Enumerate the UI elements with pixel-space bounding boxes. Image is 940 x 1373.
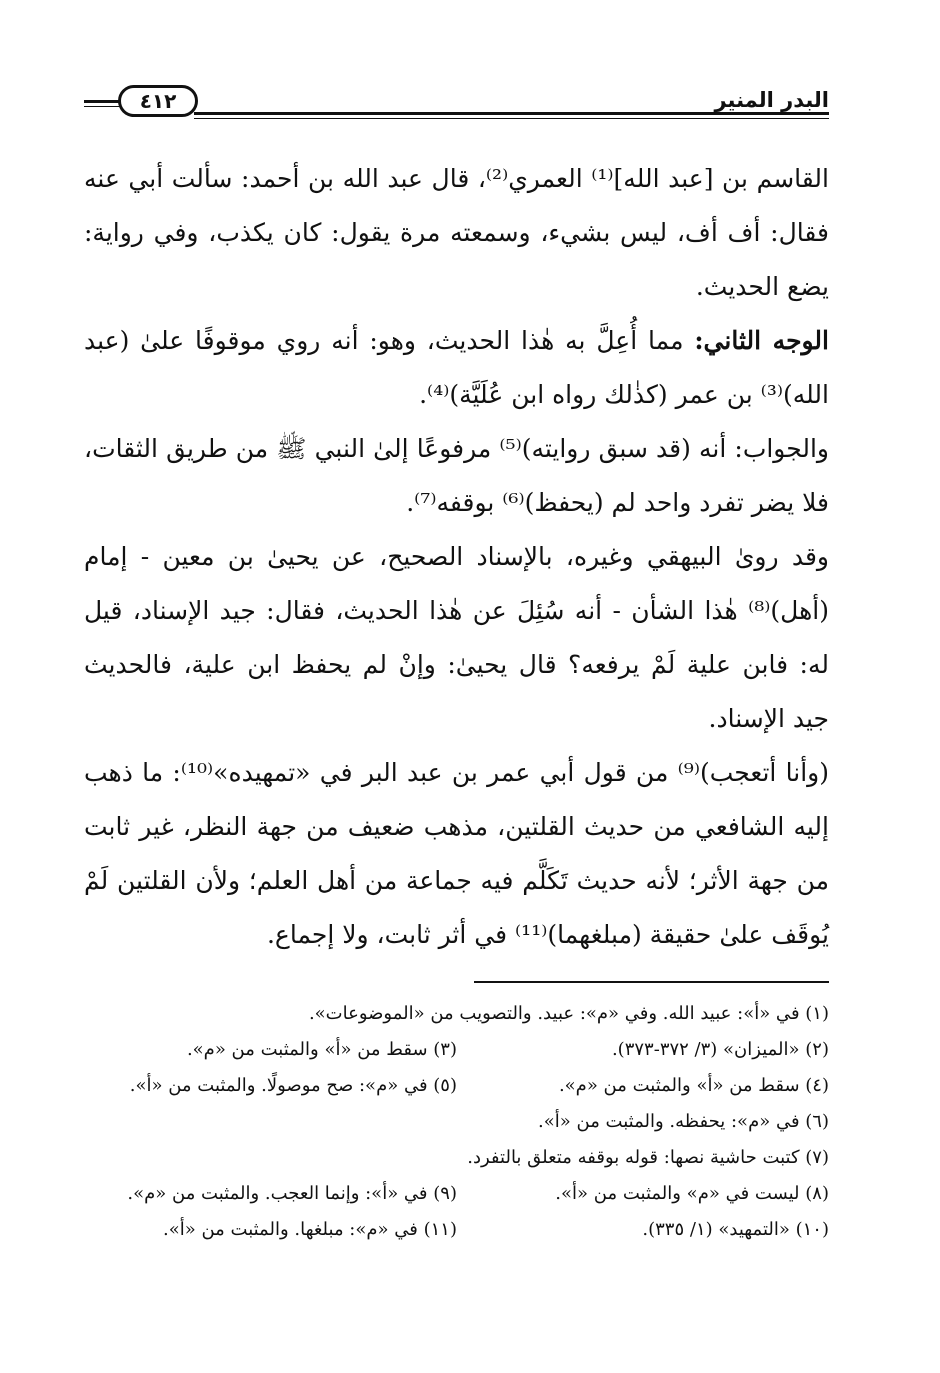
footnote-row (84, 1068, 829, 1104)
footnote-4: (٤) سقط من «أ» والمثبت من «م». (558, 1075, 829, 1096)
footnote-row (84, 1032, 829, 1068)
page-number: ٤١٢ (118, 85, 198, 117)
footnote-1: (١) في «أ»: عبيد الله. وفي «م»: عبيد. والتصويب من «الموضوعات». (308, 1003, 829, 1024)
footnote-3: (٣) سقط من «أ» والمثبت من «م». (186, 1039, 457, 1060)
paragraph-2-text: مما أُعِلَّ به هٰذا الحديث، وهو: أنه روي موقوفًا علىٰ (عبد الله)⁽³⁾ بن عمر (كذٰلك رواه ابن عُلَيَّة)⁽⁴⁾. (84, 326, 829, 409)
header-rule-left (84, 100, 120, 103)
paragraph-2 (84, 314, 829, 422)
paragraph-5: (وأنا أتعجب)⁽⁹⁾ من قول أبي عمر بن عبد البر في «تمهيده»⁽¹⁰⁾: ما ذهب إليه الشافعي من حديث القلتين، مذهب ضعيف من جهة النظر، غير ثابت من جهة الأثر؛ لأنه حديث تَكَلَّم فيه جماعة من أهل العلم؛ ولأن القلتين لَمْ يُوقَف علىٰ حقيقة (مبلغهما)⁽¹¹⁾ في أثر ثابت، ولا إجماع. (84, 758, 829, 949)
footnote-5: (٥) في «م»: صح موصولًا. والمثبت من «أ». (129, 1075, 457, 1096)
footnote-11: (١١) في «م»: مبلغها. والمثبت من «أ». (162, 1219, 457, 1240)
section-heading: الوجه الثاني: (694, 326, 829, 355)
main-text (84, 152, 829, 962)
footnote-2: (٢) «الميزان» (٣/ ٣٧٢-٣٧٣). (611, 1039, 829, 1060)
footnote-6: (٦) في «م»: يحفظه. والمثبت من «أ». (538, 1111, 829, 1132)
footnote-row (84, 1212, 829, 1248)
paragraph-3: والجواب: أنه (قد سبق روايته)⁽⁵⁾ مرفوعًا إلىٰ النبي ﷺ من طريق الثقات، فلا يضر تفرد واحد لم (يحفظ)⁽⁶⁾ بوقفه⁽⁷⁾. (84, 434, 829, 517)
paragraph-4: وقد روىٰ البيهقي وغيره، بالإسناد الصحيح، عن يحيىٰ بن معين - إمام (أهل)⁽⁸⁾ هٰذا الشأن - أنه سُئِلَ عن هٰذا الحديث، فقال: جيد الإسناد، قيل له: فابن علية لَمْ يرفعه؟ قال يحيىٰ: وإنْ لم يحفظ ابن علية، فالحديث جيد الإسناد. (84, 542, 829, 733)
footnote-separator (474, 981, 829, 983)
header-rule-left-thin (84, 106, 120, 107)
running-title: البدر المنير (714, 88, 829, 112)
footnote-10: (١٠) «التمهيد» (١/ ٣٣٥). (642, 1219, 829, 1240)
header-rule (194, 112, 829, 115)
footnote-row (84, 1176, 829, 1212)
footnote-8: (٨) ليست في «م» والمثبت من «أ». (555, 1183, 829, 1204)
footnotes (84, 996, 829, 1248)
page-header (84, 84, 829, 128)
paragraph-1: القاسم بن [عبد الله]⁽¹⁾ العمري⁽²⁾، قال عبد الله بن أحمد: سألت أبي عنه فقال: أف أف، ليس بشيء، وسمعته مرة يقول: كان يكذب، وفي رواية: يضع الحديث. (84, 164, 829, 301)
header-rule-thin (194, 118, 829, 119)
footnote-7: (٧) كتبت حاشية نصها: قوله بوقفه متعلق بالتفرد. (467, 1147, 829, 1168)
footnote-9: (٩) في «أ»: وإنما العجب. والمثبت من «م». (127, 1183, 457, 1204)
